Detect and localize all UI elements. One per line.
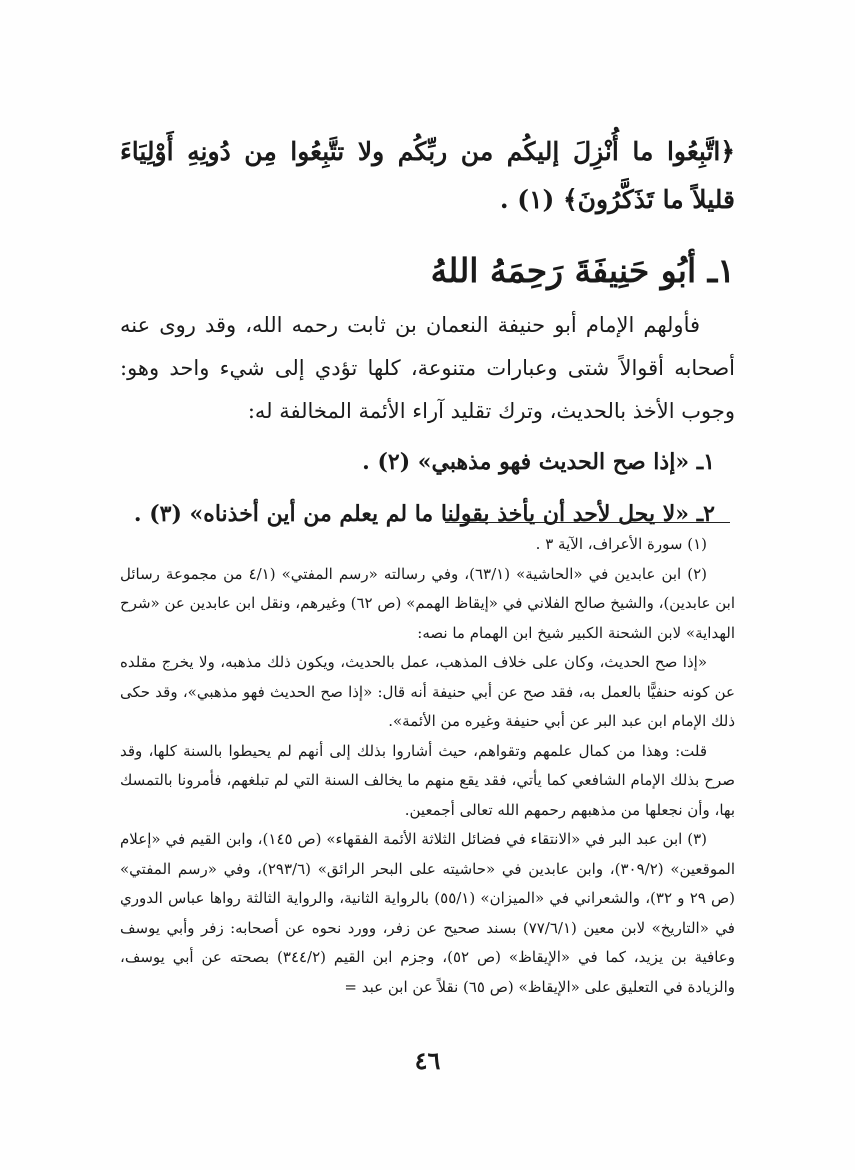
main-text	[120, 128, 735, 537]
footnotes	[120, 530, 735, 1002]
page-number: ٤٦	[414, 1046, 441, 1075]
quote-2: ٢ـ «لا يحل لأحد أن يأخذ بقولنا ما لم يعلم من أين أخذناه» (٣) .	[133, 501, 715, 527]
quote-1: ١ـ «إذا صح الحديث فهو مذهبي» (٢) .	[362, 449, 715, 475]
intro-paragraph: فأولهم الإمام أبو حنيفة النعمان بن ثابت رحمه الله، وقد روى عنه أصحابه أقوالاً شتى وعبارات متنوعة، كلها تؤدي إلى شيء واحد وهو: وجوب الأخذ بالحديث، وترك تقليد آراء الأئمة المخالفة له:	[120, 313, 735, 423]
footnote-2: (٢) ابن عابدين في «الحاشية» (٦٣/١)، وفي رسالته «رسم المفتي» (٤/١ من مجموعة رسائل ابن عابدين)، والشيخ صالح الفلاني في «إيقاظ الهمم» (ص ٦٢) وغيرهم، ونقل ابن عابدين عن «شرح الهداية» لابن الشحنة الكبير شيخ ابن الهمام ما نصه:	[120, 564, 735, 642]
footnote-3: (٣) ابن عبد البر في «الانتقاء في فضائل الثلاثة الأئمة الفقهاء» (ص ١٤٥)، وابن القيم في «إعلام الموقعين» (٣٠٩/٢)، وابن عابدين في «حاشيته على البحر الرائق» (٢٩٣/٦)، وفي «رسم المفتي» (ص ٢٩ و ٣٢)، والشعراني في «الميزان» (٥٥/١) بالرواية الثانية، والرواية الثالثة رواها عباس الدوري في «التاريخ» لابن معين (٧٧/٦/١) بسند صحيح عن زفر، وورد نحوه عن أصحابه: زفر وأبي يوسف وعافية بن يزيد، كما في «الإيقاظ» (ص ٥٢)، وجزم ابن القيم (٣٤٤/٢) بصحته عن أبي يوسف، والزيادة في التعليق على «الإيقاظ» (ص ٦٥) نقلاً عن ابن عبد =	[120, 830, 736, 996]
footnote-2-comment: قلت: وهذا من كمال علمهم وتقواهم، حيث أشاروا بذلك إلى أنهم لم يحيطوا بالسنة كلها، وقد صرح بذلك الإمام الشافعي كما يأتي، فقد يقع منهم ما يخالف السنة التي لم تبلغهم، فأمرونا بالتمسك بها، وأن نجعلها من مذهبهم رحمهم الله تعالى أجمعين.	[120, 741, 735, 819]
section-heading: ١ـ أبُو حَنِيفَةَ رَحِمَهُ اللهُ	[430, 251, 735, 290]
footnote-1: (١) سورة الأعراف، الآية ٣ .	[535, 535, 707, 553]
footnote-divider	[445, 522, 730, 523]
quran-verse: ﴿اتَّبِعُوا ما أُنْزِلَ إليكُم من ربِّكُم ولا تتَّبِعُوا مِن دُونِهِ أَوْلِيَاءَ قليلاً ما تَذَكَّرُونَ﴾ (١) .	[120, 137, 735, 214]
footnote-2-quote: «إذا صح الحديث، وكان على خلاف المذهب، عمل بالحديث، ويكون ذلك مذهبه، ولا يخرج مقلده عن كونه حنفيًّا بالعمل به، فقد صح عن أبي حنيفة أنه قال: «إذا صح الحديث فهو مذهبي»، وقد حكى ذلك الإمام ابن عبد البر عن أبي حنيفة وغيره من الأئمة».	[120, 653, 735, 730]
